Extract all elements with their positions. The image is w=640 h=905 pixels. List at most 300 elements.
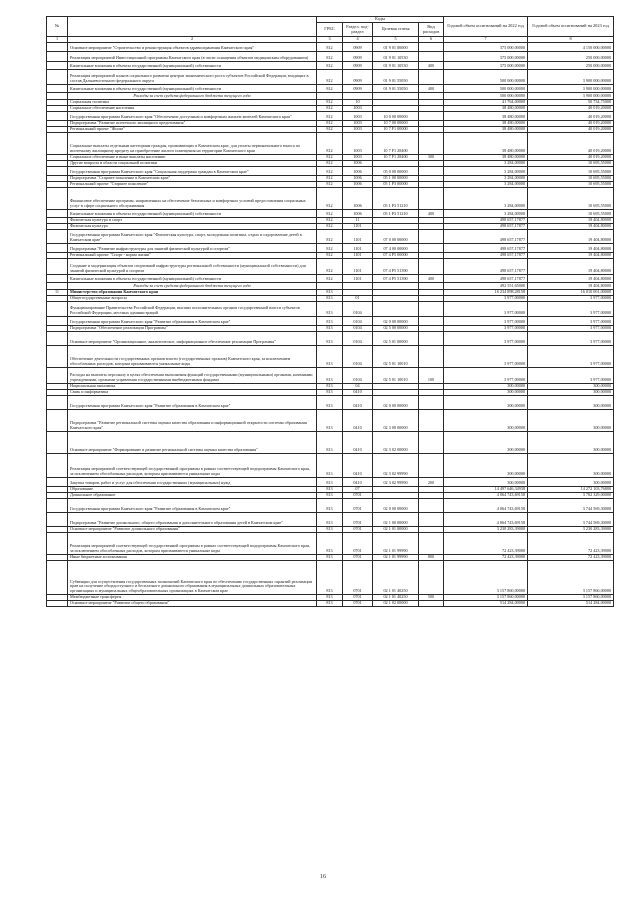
row-target (373, 92, 419, 99)
row-sum-2022: 300,00000 (444, 477, 528, 486)
row-exp-type (419, 187, 444, 209)
row-name: Социальное обеспечение населения (68, 105, 317, 111)
row-sum-2022: 498 657,17877 (444, 243, 528, 252)
header-codes: Коды (317, 17, 444, 23)
header-grbs: ГРБС (317, 23, 343, 37)
row-sum-2022: 41 764,00000 (444, 99, 528, 105)
column-number: 1 (47, 37, 68, 43)
row-exp-type: 400 (419, 209, 444, 217)
row-exp-type (419, 498, 444, 512)
row-target: 10 7 F1 28400 (373, 132, 419, 154)
row-target: 02 1 01 00000 (373, 526, 419, 532)
row-section: 1101 (343, 258, 373, 274)
row-number (47, 345, 68, 367)
row-section: 0909 (343, 84, 373, 92)
row-sum-2023: 3 782 329,00000 (528, 492, 614, 498)
row-grbs: 812 (317, 223, 343, 229)
row-sum-2022: 3 977,00000 (444, 325, 528, 331)
row-section: 11 (343, 217, 373, 223)
table-row (47, 84, 614, 92)
table-row (47, 92, 614, 99)
row-number (47, 61, 68, 69)
row-target: 05 1 P3 00000 (373, 181, 419, 187)
row-name: Капитальные вложения в объекты государственной (муниципальной) собственности (68, 61, 317, 69)
row-target: 02 3 02 99990 (373, 453, 419, 477)
row-number (47, 274, 68, 282)
row-sum-2022: 300,00000 (444, 395, 528, 409)
row-name: Основное мероприятие "Развитие общего образования" (68, 600, 317, 606)
row-section: 0701 (343, 554, 373, 560)
row-name: Государственная программа Камчатского края "Развитие образования в Камчатском крае" (68, 395, 317, 409)
row-sum-2022: 375 000,00000 (444, 42, 528, 51)
row-sum-2022: 498 657,17877 (444, 258, 528, 274)
row-target: 10 7 F1 00000 (373, 126, 419, 132)
row-exp-type: 400 (419, 84, 444, 92)
table-row (47, 477, 614, 486)
table-row (47, 243, 614, 252)
row-sum-2022: 3 284,00000 (444, 166, 528, 175)
column-number: 5 (373, 37, 419, 43)
row-sum-2023: 300,00000 (528, 453, 614, 477)
row-sum-2022: 300,00000 (444, 431, 528, 453)
row-exp-type (419, 258, 444, 274)
row-grbs (317, 92, 343, 99)
row-sum-2023: 3 157 860,00000 (528, 594, 614, 600)
header-sum-2023: Годовой объем ассигнований на 2023 год (528, 17, 614, 37)
row-sum-2023: 40 019,20000 (528, 105, 614, 111)
row-grbs: 812 (317, 160, 343, 166)
row-sum-2022: 72 423,39000 (444, 532, 528, 554)
row-name: Региональный проект "Жилье" (68, 126, 317, 132)
row-sum-2022: 3 977,00000 (444, 331, 528, 345)
row-section: 07 (343, 486, 373, 492)
row-name: Расходы на выплаты персоналу в целях обеспечения выполнения функций государственными (муниципальными) органами, казенными учреждениями, органами управления государственными внебюджетными фондами (68, 367, 317, 383)
row-section: 1006 (343, 187, 373, 209)
row-grbs: 812 (317, 69, 343, 84)
row-section: 1006 (343, 181, 373, 187)
row-sum-2023: 40 019,20000 (528, 120, 614, 126)
row-section: 0701 (343, 492, 373, 498)
table-row (47, 258, 614, 274)
row-section: 1006 (343, 160, 373, 166)
row-grbs: 813 (317, 526, 343, 532)
row-sum-2023: 3 744 569,30000 (528, 512, 614, 526)
row-number (47, 69, 68, 84)
row-exp-type (419, 243, 444, 252)
row-sum-2023: 19 404,80000 (528, 282, 614, 289)
row-number (47, 111, 68, 120)
row-section: 1003 (343, 111, 373, 120)
row-grbs: 812 (317, 274, 343, 282)
row-grbs: 812 (317, 243, 343, 252)
row-exp-type (419, 453, 444, 477)
row-sum-2023: 300,00000 (528, 383, 614, 389)
row-name: Дошкольное образование (68, 492, 317, 498)
table-row (47, 316, 614, 325)
row-sum-2023: 250 000,00000 (528, 61, 614, 69)
row-name: Капитальные вложения в объекты государственной (муниципальной) собственности (68, 209, 317, 217)
row-grbs: 813 (317, 600, 343, 606)
row-section: 0410 (343, 453, 373, 477)
row-sum-2022: 500 000,00000 (444, 84, 528, 92)
row-exp-type (419, 431, 444, 453)
row-name: Подпрограмма "Развитие инфраструктуры для занятий физической культурой и спортом" (68, 243, 317, 252)
row-sum-2023: 72 423,39000 (528, 532, 614, 554)
table-row (47, 69, 614, 84)
header-target: Целевая статья (373, 23, 419, 37)
row-grbs: 813 (317, 492, 343, 498)
row-sum-2022: 3 157 860,00000 (444, 560, 528, 594)
table-row (47, 229, 614, 243)
row-section: 0104 (343, 331, 373, 345)
row-name: Подпрограмма "Развитие региональной системы оценки качества образования и информационной открытости системы образования Камчатского края" (68, 409, 317, 431)
row-target (373, 282, 419, 289)
row-target: 02 3 00 00000 (373, 409, 419, 431)
row-section: 0909 (343, 69, 373, 84)
row-section: 0410 (343, 395, 373, 409)
row-exp-type (419, 395, 444, 409)
row-section: 04 (343, 383, 373, 389)
row-target: 02 1 01 40250 (373, 560, 419, 594)
row-grbs: 813 (317, 532, 343, 554)
row-target: 10 7 00 00000 (373, 120, 419, 126)
row-target: 02 0 00 00000 (373, 316, 419, 325)
row-name: Финансовое обеспечение программ, направленных на обеспечение безопасных и комфортных условий предоставления социальных услуг в сфере социального обслуживания (68, 187, 317, 209)
row-number (47, 560, 68, 594)
row-sum-2023: 300,00000 (528, 431, 614, 453)
row-grbs: 812 (317, 126, 343, 132)
column-number: 3 (317, 37, 343, 43)
row-sum-2023: 10 695,55000 (528, 209, 614, 217)
row-grbs: 813 (317, 477, 343, 486)
row-section: 0410 (343, 389, 373, 395)
row-sum-2022: 4 064 743,69158 (444, 492, 528, 498)
row-grbs: 812 (317, 166, 343, 175)
row-target: 07 4 00 00000 (373, 243, 419, 252)
row-number (47, 187, 68, 209)
row-exp-type (419, 301, 444, 316)
header-exp-type: Вид расходов (419, 23, 444, 37)
row-sum-2022: 498 657,17877 (444, 217, 528, 223)
row-target: 02 0 00 00000 (373, 498, 419, 512)
table-row (47, 532, 614, 554)
row-sum-2023: 3 157 860,00000 (528, 560, 614, 594)
row-number (47, 395, 68, 409)
row-sum-2022: 498 657,17877 (444, 223, 528, 229)
row-exp-type: 300 (419, 154, 444, 160)
row-grbs: 812 (317, 154, 343, 160)
row-grbs: 813 (317, 383, 343, 389)
row-number (47, 532, 68, 554)
row-name: Региональный проект "Спорт - норма жизни" (68, 252, 317, 258)
column-number: 8 (528, 37, 614, 43)
row-sum-2022: 14 497 646,34938 (444, 486, 528, 492)
row-section: 1101 (343, 243, 373, 252)
row-number (47, 209, 68, 217)
page-number: 16 (320, 874, 326, 880)
row-sum-2023: 19 404,80000 (528, 274, 614, 282)
row-grbs: 812 (317, 42, 343, 51)
row-grbs: 813 (317, 512, 343, 526)
row-name: Государственная программа Камчатского края "Развитие образования в Камчатском крае" (68, 498, 317, 512)
row-name: Образование (68, 486, 317, 492)
row-number (47, 229, 68, 243)
row-number (47, 282, 68, 289)
row-target: 10 0 00 00000 (373, 111, 419, 120)
row-name: Основное мероприятие "Формирование и развитие региональной системы оценки качества образования" (68, 431, 317, 453)
row-target: 07 4 P5 00000 (373, 252, 419, 258)
row-sum-2022: 500 000,00000 (444, 92, 528, 99)
row-number (47, 132, 68, 154)
row-section: 0410 (343, 477, 373, 486)
column-number: 4 (343, 37, 373, 43)
row-sum-2023: 16 010 001,00000 (528, 289, 614, 295)
row-grbs: 813 (317, 409, 343, 431)
table-row (47, 512, 614, 526)
row-name: Субвенции для осуществления государственных полномочий Камчатского края по обеспечению государственных гарантий реализации прав на получение общедоступного и бесплатного дошкольного образования в муниципальных дошкольных образовательных организациях и муниципальных общеобразовательных организациях в Камчатском крае (68, 560, 317, 594)
row-section: 0701 (343, 560, 373, 594)
row-grbs: 813 (317, 295, 343, 301)
table-row (47, 331, 614, 345)
row-target: 02 3 02 99990 (373, 477, 419, 486)
table-row (47, 111, 614, 120)
row-grbs: 812 (317, 111, 343, 120)
table-row (47, 409, 614, 431)
row-name: Государственная программа Камчатского края "Физическая культура, спорт, молодежная политика, отдых и оздоровление детей в Камчатском крае" (68, 229, 317, 243)
row-name: Межбюджетные трансферты (68, 594, 317, 600)
row-name: Подпрограмма "Развитие ипотечного жилищного кредитования" (68, 120, 317, 126)
row-target: 01 9 01 55050 (373, 84, 419, 92)
row-sum-2022: 500 000,00000 (444, 69, 528, 84)
row-grbs: 813 (317, 301, 343, 316)
row-grbs: 812 (317, 120, 343, 126)
row-exp-type (419, 560, 444, 594)
row-section: 0909 (343, 42, 373, 51)
row-grbs: 812 (317, 252, 343, 258)
row-name: Общегосударственные вопросы (68, 295, 317, 301)
row-number: 11 (47, 289, 68, 295)
row-number (47, 331, 68, 345)
table-row (47, 42, 614, 51)
row-exp-type (419, 600, 444, 606)
row-name: Подпрограмма "Обеспечение реализации Программы" (68, 325, 317, 331)
row-sum-2022: 3 977,00000 (444, 301, 528, 316)
row-number (47, 51, 68, 61)
row-name: Реализация мероприятий соответствующей государственной программы в рамках соответствующей подпрограммы Камчатского края, за исключением обособленных расходов, которым присваиваются уникальные коды (68, 453, 317, 477)
row-grbs: 812 (317, 175, 343, 181)
row-grbs: 812 (317, 99, 343, 105)
row-target: 05 1 00 00000 (373, 175, 419, 181)
row-exp-type: 400 (419, 61, 444, 69)
row-grbs: 813 (317, 331, 343, 345)
row-name: Капитальные вложения в объекты государственной (муниципальной) собственности (68, 84, 317, 92)
row-section: 0104 (343, 316, 373, 325)
row-sum-2022: 514 284,00000 (444, 600, 528, 606)
row-target: 02 5 01 10010 (373, 345, 419, 367)
row-sum-2023: 40 019,20000 (528, 111, 614, 120)
row-sum-2023: 3 900 000,00000 (528, 69, 614, 84)
row-sum-2022: 38 480,00000 (444, 126, 528, 132)
row-exp-type (419, 132, 444, 154)
row-name: Капитальные вложения в объекты государственной (муниципальной) собственности (68, 274, 317, 282)
row-section: 0701 (343, 594, 373, 600)
row-exp-type (419, 316, 444, 325)
row-section: 0104 (343, 325, 373, 331)
row-sum-2022: 498 657,17877 (444, 274, 528, 282)
row-sum-2023: 3 977,00000 (528, 316, 614, 325)
row-sum-2023: 514 284,00000 (528, 600, 614, 606)
row-exp-type (419, 282, 444, 289)
row-sum-2023: 3 977,00000 (528, 331, 614, 345)
row-section (343, 92, 373, 99)
row-sum-2023: 50 734,75000 (528, 99, 614, 105)
row-sum-2022: 3 284,00000 (444, 175, 528, 181)
row-section: 1006 (343, 175, 373, 181)
row-target: 02 5 00 00000 (373, 325, 419, 331)
row-grbs: 812 (317, 51, 343, 61)
row-exp-type: 500 (419, 594, 444, 600)
row-target: 01 9 01 00000 (373, 42, 419, 51)
row-target: 07 4 P5 51390 (373, 258, 419, 274)
row-grbs: 813 (317, 325, 343, 331)
row-name: Министерство образования Камчатского края (68, 289, 317, 295)
row-grbs: 812 (317, 181, 343, 187)
row-grbs: 812 (317, 229, 343, 243)
column-number: 7 (444, 37, 528, 43)
row-section: 1101 (343, 223, 373, 229)
row-number (47, 498, 68, 512)
row-sum-2022: 38 480,00000 (444, 105, 528, 111)
row-target: 02 1 01 40250 (373, 594, 419, 600)
row-section: 0909 (343, 61, 373, 69)
table-row (47, 209, 614, 217)
table-row (47, 395, 614, 409)
header-name (68, 17, 317, 37)
row-target: 01 9 01 10530 (373, 61, 419, 69)
row-section: 0104 (343, 301, 373, 316)
row-section: 0701 (343, 526, 373, 532)
row-sum-2023: 4 150 000,00000 (528, 42, 614, 51)
row-exp-type (419, 345, 444, 367)
row-grbs: 813 (317, 431, 343, 453)
row-section: 1101 (343, 252, 373, 258)
row-sum-2023: 19 404,80000 (528, 252, 614, 258)
row-number (47, 301, 68, 316)
row-sum-2022: 3 284,00000 (444, 187, 528, 209)
row-section: 1003 (343, 105, 373, 111)
row-section: 1101 (343, 274, 373, 282)
row-sum-2023: 19 404,80000 (528, 243, 614, 252)
row-target: 07 4 P5 51390 (373, 274, 419, 282)
row-section: 1006 (343, 166, 373, 175)
row-section: 0410 (343, 431, 373, 453)
row-section: 0104 (343, 345, 373, 367)
row-exp-type (419, 69, 444, 84)
table-row (47, 166, 614, 175)
row-target (373, 301, 419, 316)
row-target: 07 0 00 00000 (373, 229, 419, 243)
row-sum-2023: 3 900 000,00000 (528, 92, 614, 99)
row-sum-2023: 3 977,00000 (528, 301, 614, 316)
row-grbs: 812 (317, 209, 343, 217)
row-sum-2022: 492 551,65000 (444, 282, 528, 289)
row-section: 1003 (343, 126, 373, 132)
row-grbs: 812 (317, 105, 343, 111)
row-name: Функционирование Правительства Российской Федерации, высших исполнительных органов государственной власти субъектов Российской Федерации, местных администраций (68, 301, 317, 316)
row-section: 1101 (343, 229, 373, 243)
row-name: Подпрограмма "Старшее поколение в Камчатском крае" (68, 175, 317, 181)
row-name: Расходы за счет средств федерального бюджета текущего года (68, 282, 317, 289)
row-number (47, 258, 68, 274)
row-sum-2022: 4 064 743,69158 (444, 498, 528, 512)
row-sum-2023: 19 404,80000 (528, 258, 614, 274)
row-target: 02 5 01 10010 (373, 367, 419, 383)
row-sum-2023: 40 019,20000 (528, 132, 614, 154)
row-name: Государственная программа Камчатского края "Обеспечение доступным и комфортным жильем жителей Камчатского края" (68, 111, 317, 120)
table-row (47, 560, 614, 594)
row-sum-2023: 3 744 569,30000 (528, 498, 614, 512)
row-name: Физическая культура (68, 223, 317, 229)
row-exp-type (419, 42, 444, 51)
row-sum-2022: 38 480,00000 (444, 154, 528, 160)
row-section: 1003 (343, 132, 373, 154)
row-grbs: 813 (317, 486, 343, 492)
table-row (47, 431, 614, 453)
row-name: Подпрограмма "Развитие дошкольного, общего образования и дополнительного образования детей в Камчатском крае" (68, 512, 317, 526)
row-grbs: 813 (317, 498, 343, 512)
row-sum-2022: 3 284,00000 (444, 181, 528, 187)
row-sum-2023: 10 695,55000 (528, 187, 614, 209)
row-grbs: 813 (317, 289, 343, 295)
row-sum-2022: 3 977,00000 (444, 316, 528, 325)
row-name: Иные бюджетные ассигнования (68, 554, 317, 560)
row-section: 0410 (343, 409, 373, 431)
row-target: 02 1 01 99990 (373, 554, 419, 560)
table-row (47, 453, 614, 477)
row-sum-2022: 3 977,00000 (444, 295, 528, 301)
row-sum-2022: 3 977,00000 (444, 367, 528, 383)
row-exp-type (419, 229, 444, 243)
row-grbs: 813 (317, 367, 343, 383)
row-section: 0104 (343, 367, 373, 383)
row-section: 1003 (343, 120, 373, 126)
row-grbs (317, 282, 343, 289)
row-section: 0909 (343, 51, 373, 61)
row-name: Расходы за счет средств федерального бюджета текущего года (68, 92, 317, 99)
row-number (47, 42, 68, 51)
row-name: Реализация мероприятий планов социального развития центров экономического роста субъектов Российской Федерации, входящих в состав Дальневосточного федерального округа (68, 69, 317, 84)
row-name: Национальная экономика (68, 383, 317, 389)
row-sum-2022: 16 234 898,28158 (444, 289, 528, 295)
row-name: Социальная политика (68, 99, 317, 105)
row-name: Реализация мероприятий Инвестиционной программы Камчатского края (в части оснащения объектов медицинским оборудованием) (68, 51, 317, 61)
row-exp-type (419, 409, 444, 431)
table-row (47, 600, 614, 606)
row-sum-2023: 300,00000 (528, 477, 614, 486)
row-grbs: 813 (317, 594, 343, 600)
row-sum-2022: 498 657,17877 (444, 229, 528, 243)
table-row (47, 301, 614, 316)
row-grbs: 813 (317, 453, 343, 477)
row-target: 02 1 00 00000 (373, 512, 419, 526)
row-number (47, 92, 68, 99)
row-number (47, 477, 68, 486)
row-section: 0701 (343, 600, 373, 606)
row-name: Основное мероприятие "Организационное, аналитическое, информационное обеспечение реализации Программы" (68, 331, 317, 345)
row-exp-type (419, 512, 444, 526)
row-number (47, 243, 68, 252)
row-sum-2023: 10 695,55000 (528, 160, 614, 166)
